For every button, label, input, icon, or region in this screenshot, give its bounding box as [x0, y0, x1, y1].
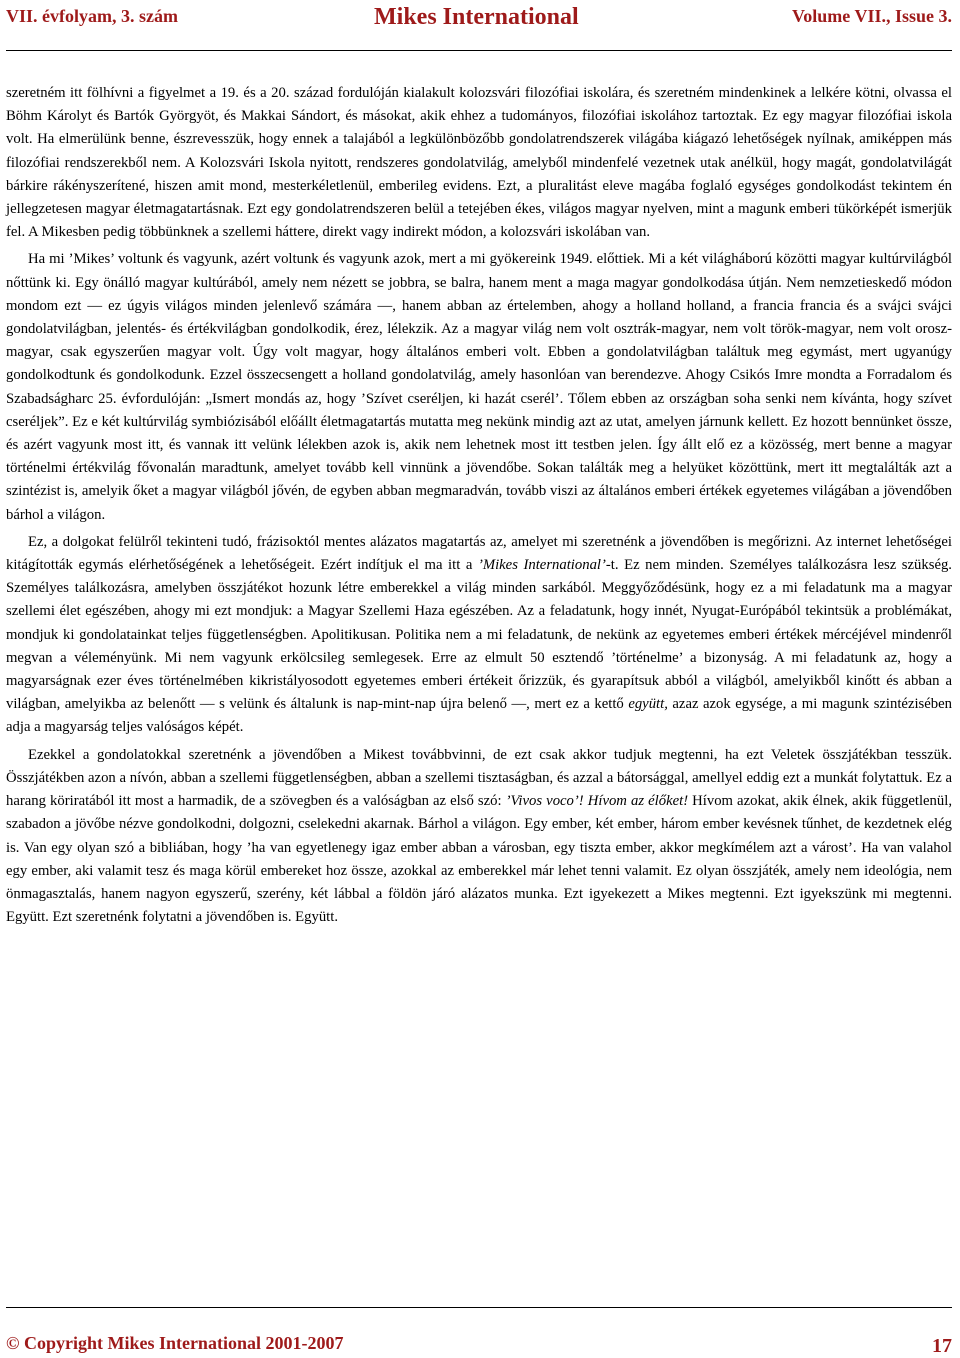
article-body [6, 82, 952, 929]
paragraph [6, 531, 952, 740]
footer-divider [6, 1307, 952, 1308]
italic-text-segment: ’Mikes International’ [477, 557, 606, 574]
paragraph [6, 82, 952, 244]
text-segment: Ezekkel a gondolatokkal szeretnénk a jövendőben a Mikest továbbvinni, de ezt csak akkor tudjuk megtenni, ha ezt Veletek összjátékban tesszük. Összjátékben azon a nívón, abban a szellemi függetlenségben, abban a szellemi tisztaságban, és azzal a bátorsággal, amellyel eddig ezt a munkát folytattuk. Ez a harang köriratából itt most a harmadik, de a szövegben és a valóságban az első szó: [6, 746, 952, 810]
header-volume-english: Volume VII., Issue 3. [791, 6, 952, 26]
page-number: 17 [932, 1335, 952, 1357]
footer-copyright: © Copyright Mikes International 2001-2007 [6, 1333, 344, 1353]
text-segment: Ha mi ’Mikes’ voltunk és vagyunk, azért voltunk és vagyunk azok, mert a mi gyökereink 1949. előttiek. Mi a két világháború közötti magyar kultúrvilágból nőttünk ki. Egy önálló magyar kultúrából, amely nem nézett se jobbra, se balra, hanem ment a maga magyar gondolkodása útján. Nem nemzetieskedő módon mondom ezt — ez úgyis világos minden jelenlevő számára —, hanem abban az értelemben, ahogy a holland holland, a francia francia és a svájci svájci gondolatvilágban, jelentés- és értékvilágban gondolkodik, érez, lélekzik. Az a magyar világ nem volt osztrák-magyar, nem volt török-magyar, nem volt orosz-magyar, csak egyszerűen magyar volt. Úgy volt magyar, hogy általános emberi volt. Ebben a gondolatvilágban találtuk meg egymást, mert ugyanúgy gondolkodtunk és gondolkodunk. Ezzel összecsengett a holland gondolatvilág, amely hasonlóan van berendezve. Ahogy Csikós Imre mondta a Forradalom és Szabadságharc 25. évfordulóján: „Ismert mondás az, hogy ’Szívet cseréljen, ki hazát cserél’. Tőlem ebben az országban soha senki nem kívánta, hogy szívet cseréljek”. Ez e két kultúrvilág symbiózisából előállt életmagatartás mutatta meg nekünk mindig azt az utat, amelyen járnunk kellett. Ez hozott bennünket össze, és azért vagyunk most itt, és vannak itt velünk lélekben azok is, akik nem lehetnek most itt testben jelen. Így állt elő ez a közösség, mert benne a magyar történelmi értékvilág fővonalán maradtunk, amelyet tovább kell vinnünk a jövendőbe. Sokan találták meg a helyüket közöttünk, mert itt megtalálták azt a szintézist is, amelyik őket a magyar világból jővén, de egyben abban megmaradván, tovább viszi az általános emberi értékek egyetemes világában a jövendőben bárhol a világon. [6, 251, 952, 523]
paragraph [6, 744, 952, 930]
text-segment: -t. Ez nem minden. Személyes találkozásra lesz szükség. Személyes találkozásra, amelyben összjátékot hozunk létre emberekkel a világ minden sarkából. Meggyőződésünk, hogy ez a mi feladatunk ma a magyar szellemi élet egészében, ahogy mi ezt mondjuk: a Magyar Szellemi Haza egészében. Az a feladatunk, hogy innét, Nyugat-Európából tekintsük a problémákat, mondjuk ki gondolatainkat teljes függetlenségben. Apolitikusan. Politika nem a mi feladatunk, de nekünk az egyetemes emberi értékek mércéjével mindenről megvan a véleményünk. Mi nem vagyunk erkölcsileg semlegesek. Erre az elmult 50 esztendő ’történelme’ a bizonyság. A mi feladatunk az, hogy a magyarságnak ezer éves történelmében kikristályosodott egyetemes emberi értékeit őrizzük, és gyarapítsuk abból a világból, amelyikből kinőtt és abban a világban, amelyikba az belenőtt — s velünk és általunk is nap-mint-nap újra belenő —, mert ez a kettő [6, 557, 952, 713]
header-divider [6, 50, 952, 51]
header-volume-hungarian: VII. évfolyam, 3. szám [6, 6, 178, 26]
text-segment: szeretném itt fölhívni a figyelmet a 19. és a 20. század fordulóján kialakult kolozsvári filozófiai iskolára, és szeretném mindenkinek a lelkére kötni, olvassa el Böhm Károlyt és Bartók Györgyöt, és Makkai Sándort, és másokat, akik ehhez a tudományos, filozófiai iskolához tartoztak. Ez egy magyar filozófiai iskola volt. Ha elmerülünk benne, észrevesszük, hogy ennek a talajából a legkülönbözőbb gondolatrendszerek világába kiágazó lehetőségek nyílnak, amiképpen más filozófiai rendszerekből nem. A Kolozsvári Iskola nyitott, rendszeres gondolatvilág, amelyből mindenfelé vezetnek utak anélkül, hogy magát, gondolatvilágát bárkire rákényszerítené, hiszen amit mond, mesterkéletlenül, emberileg evidens. Ezt, a pluralitást eleve magába foglaló egységes gondolkodást tekintem én jellegzetesen magyar életmagatartásnak. Ezt egy gondolatrendszeren belül a tetejében ékes, világos magyar nyelven, mint a magunk emberi tükörképét ismerjük fel. A Mikesben pedig többünknek a szellemi háttere, direkt vagy indirekt módon, a kolozsvári iskolában van. [6, 85, 952, 241]
italic-text-segment: együtt, [628, 696, 668, 713]
text-segment: azaz azok egysége, a mi magunk szintézisében adja a magyarság teljes valóságos képét. [6, 696, 952, 736]
italic-text-segment: ’Vivos voco’! Hívom az élőket! [505, 793, 689, 810]
text-segment: Ez, a dolgokat felülről tekinteni tudó, frázisoktól mentes alázatos magatartás az, amelyet mi szeretnénk a jövendőben is megőrizni. Az internet lehetőségei kitágították egymás elérhetőségének a lehetőségeit. Ezért indítjuk el ma itt a [6, 533, 952, 574]
paragraph [6, 248, 952, 526]
page-header [6, 4, 952, 34]
text-segment: Hívom azokat, akik élnek, akik függetlenül, szabadon a jövőbe nézve gondolkodni, dolgozni, cselekedni akarnak. Bárhol a világon. Egy ember, két ember, három ember kevésnek tűnhet, de kezdetnek elég is. Van egy olyan szó a bibliában, hogy ’ha van egyetlenegy igaz ember abban a városban, egy tiszta ember, akkor megkímélem azt a várost’. Ha van valahol egy ember, aki valamit tesz és maga körül embereket hoz össze, azokkal az emberekkel már lehet tenni valamit. Ez olyan összjáték, amely nem ideológia, nem önmagasztalás, hanem nagyon egyszerű, szerény, két lábbal a földön járó alázatos munka. Ezt igyekezett a Mikes megtenni. Ezt igyekszünk mi megtenni. Együtt. Ezt szeretnénk folytatni a jövendőben is. Együtt. [6, 793, 952, 926]
header-journal-title: Mikes International [374, 4, 579, 30]
page-footer [6, 1333, 952, 1355]
